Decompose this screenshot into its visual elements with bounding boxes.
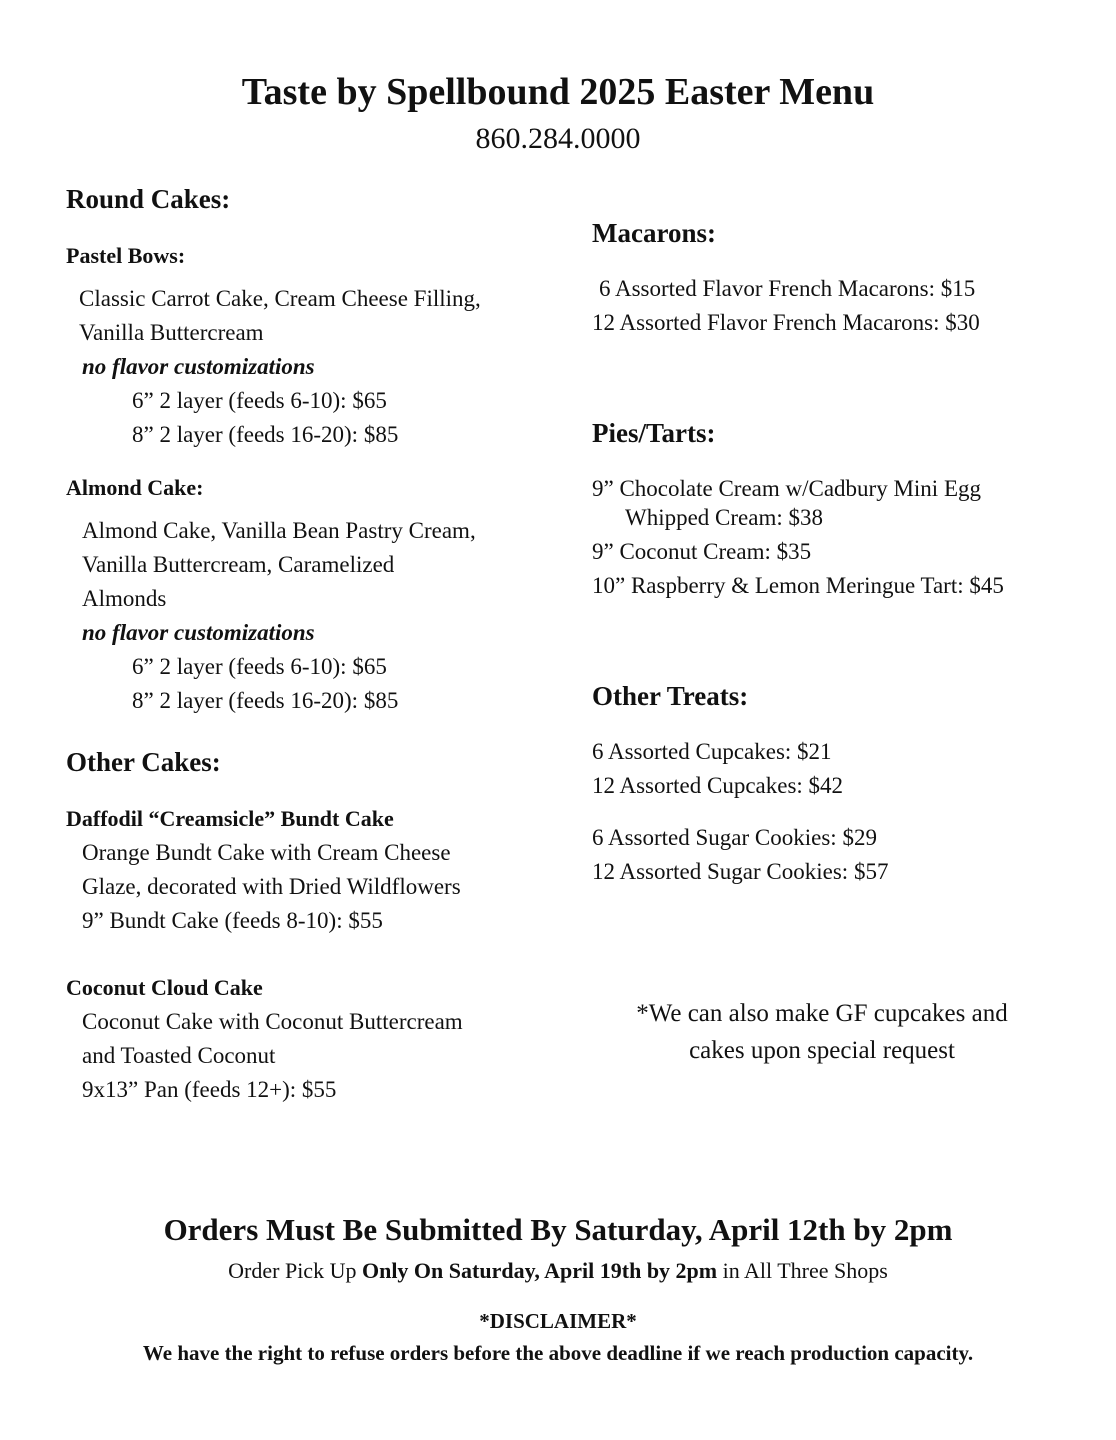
pies-item: Whipped Cream: $38 (625, 505, 824, 530)
treats-item: 12 Assorted Cupcakes: $42 (592, 773, 844, 798)
pastel-bows-note: no flavor customizations (82, 354, 315, 379)
almond-cake-name: Almond Cake: (66, 475, 204, 500)
coconut-cake-desc: Coconut Cake with Coconut Buttercream (82, 1009, 463, 1034)
gluten-free-note-line: *We can also make GF cupcakes and (636, 1000, 1008, 1027)
pies-item: 9” Coconut Cream: $35 (592, 539, 812, 564)
disclaimer-text: We have the right to refuse orders before the above deadline if we reach production capacity. (142, 1341, 974, 1365)
pickup-info (0, 1258, 1116, 1284)
daffodil-cake-price: 9” Bundt Cake (feeds 8-10): $55 (82, 908, 383, 933)
treats-item: 6 Assorted Cupcakes: $21 (592, 739, 832, 764)
phone-number: 860.284.0000 (475, 122, 641, 155)
disclaimer-heading: *DISCLAIMER* (479, 1309, 637, 1333)
pickup-text: Order Pick Up (228, 1258, 357, 1283)
other-cakes-heading: Other Cakes: (66, 747, 221, 777)
macarons-item: 6 Assorted Flavor French Macarons: $15 (599, 276, 976, 301)
round-cakes-heading: Round Cakes: (66, 184, 231, 214)
pastel-bows-size: 8” 2 layer (feeds 16-20): $85 (132, 422, 399, 447)
macarons-item: 12 Assorted Flavor French Macarons: $30 (592, 310, 980, 335)
pies-item: 10” Raspberry & Lemon Meringue Tart: $45 (592, 573, 1004, 598)
treats-item: 12 Assorted Sugar Cookies: $57 (592, 859, 889, 884)
almond-cake-desc: Vanilla Buttercream, Caramelized (82, 552, 395, 577)
treats-item: 6 Assorted Sugar Cookies: $29 (592, 825, 877, 850)
pastel-bows-size: 6” 2 layer (feeds 6-10): $65 (132, 388, 387, 413)
daffodil-cake-desc: Glaze, decorated with Dried Wildflowers (82, 874, 461, 899)
gluten-free-note-line: cakes upon special request (689, 1037, 955, 1064)
pickup-text: in All Three Shops (722, 1258, 888, 1283)
daffodil-cake-name: Daffodil “Creamsicle” Bundt Cake (66, 806, 394, 831)
coconut-cake-price: 9x13” Pan (feeds 12+): $55 (82, 1077, 337, 1102)
pies-heading: Pies/Tarts: (592, 418, 716, 448)
macarons-heading: Macarons: (592, 218, 716, 248)
coconut-cake-desc: and Toasted Coconut (82, 1043, 276, 1068)
order-deadline: Orders Must Be Submitted By Saturday, April 12th by 2pm (163, 1212, 953, 1247)
coconut-cake-name: Coconut Cloud Cake (66, 975, 263, 1000)
almond-cake-size: 6” 2 layer (feeds 6-10): $65 (132, 654, 387, 679)
pastel-bows-desc: Vanilla Buttercream (79, 320, 264, 345)
almond-cake-note: no flavor customizations (82, 620, 315, 645)
pickup-date: Only On Saturday, April 19th by 2pm (361, 1258, 718, 1283)
pastel-bows-name: Pastel Bows: (66, 243, 186, 268)
gluten-free-note (592, 995, 1052, 1069)
daffodil-cake-desc: Orange Bundt Cake with Cream Cheese (82, 840, 451, 865)
pies-item: 9” Chocolate Cream w/Cadbury Mini Egg (592, 476, 982, 501)
menu-title: Taste by Spellbound 2025 Easter Menu (241, 71, 875, 113)
pastel-bows-desc: Classic Carrot Cake, Cream Cheese Filling, (79, 286, 481, 311)
almond-cake-desc: Almonds (82, 586, 167, 611)
almond-cake-size: 8” 2 layer (feeds 16-20): $85 (132, 688, 399, 713)
treats-heading: Other Treats: (592, 681, 749, 711)
almond-cake-desc: Almond Cake, Vanilla Bean Pastry Cream, (82, 518, 476, 543)
